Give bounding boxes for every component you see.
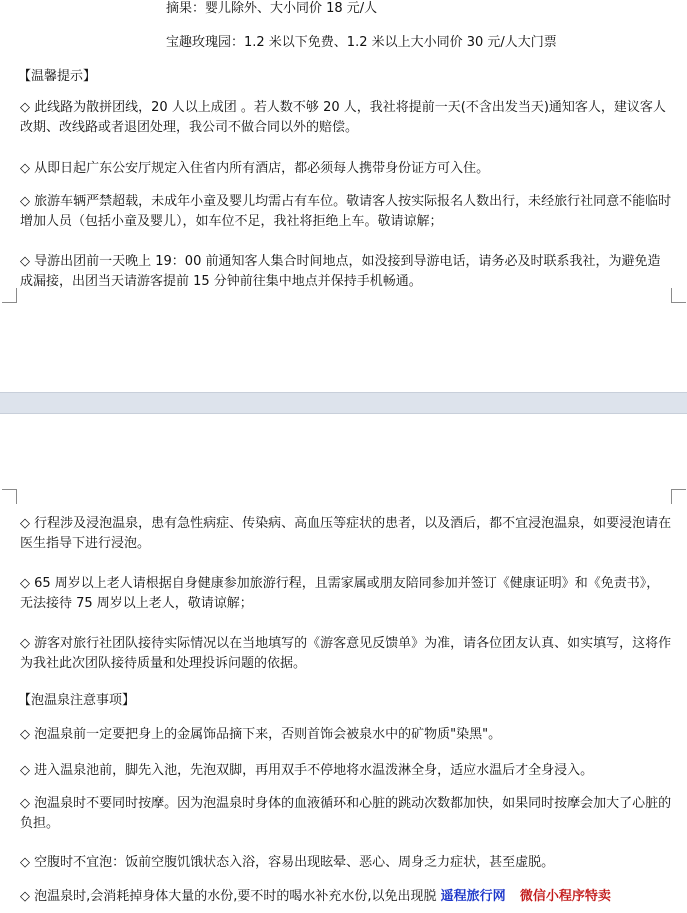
page-corner-mark — [2, 288, 17, 303]
tip-vehicle: ◇ 旅游车辆严禁超载，未成年小童及婴儿均需占有车位。敬请客人按实际报名人数出行，未经旅行社同意不能临时增加人员（包括小童及婴儿），如车位不足，我社将拒绝上车。敬请谅解； — [20, 194, 672, 229]
tip-senior-travelers: ◇ 65 周岁以上老人请根据自身健康参加旅游行程，且需家属或朋友陪同参加并签订《健康证明》和《免责书》，无法接待 75 周岁以上老人，敬请谅解； — [20, 576, 660, 611]
hotspring-tip-hydration: ◇ 泡温泉时,会消耗掉身体大量的水份,要不时的喝水补充水份,以免出现脱 — [20, 889, 437, 904]
hotspring-tip-massage: ◇ 泡温泉时不要同时按摩。因为泡温泉时身体的血液循环和心脏的跳动次数都加快，如果同时按摩会加大了心脏的负担。 — [20, 796, 672, 831]
tip-guide-contact: ◇ 导游出团前一天晚上 19：00 前通知客人集合时间地点，如没接到导游电话，请务必及时联系我社，为避免造成漏接，出团当天请游客提前 15 分钟前往集中地点并保持手机畅通。 — [20, 254, 661, 289]
document-page-1 — [0, 0, 687, 392]
page-corner-mark — [2, 489, 17, 504]
tip-group-tour: ◇ 此线路为散拼团线，20 人以上成团 。若人数不够 20 人，我社将提前一天(不含出发当天)通知客人，建议客人改期、改线路或者退团处理，我公司不做合同以外的赔偿。 — [20, 100, 666, 135]
page-corner-mark — [671, 489, 686, 504]
hotspring-tip-empty-stomach: ◇ 空腹时不宜泡：饭前空腹饥饿状态入浴，容易出现眩晕、恶心、周身乏力症状，甚至虚脱。 — [20, 855, 555, 870]
document-page-2 — [0, 414, 687, 913]
mini-program-watermark: 微信小程序特卖 — [519, 889, 611, 904]
hotspring-tip-hydration-row — [20, 888, 680, 906]
tip-feedback-form: ◇ 游客对旅行社团队接待实际情况以在当地填写的《游客意见反馈单》为准，请各位团友认真、如实填写，这将作为我社此次团队接待质量和处理投诉问题的依据。 — [20, 636, 672, 671]
hotspring-tip-metal: ◇ 泡温泉前一定要把身上的金属饰品摘下来，否则首饰会被泉水中的矿物质"染黑"。 — [20, 727, 502, 742]
page-separator — [0, 392, 687, 414]
tip-id-card: ◇ 从即日起广东公安厅规定入住省内所有酒店，都必须每人携带身份证方可入住。 — [20, 161, 490, 176]
site-watermark: 遥程旅行网 — [440, 889, 506, 904]
page-corner-mark — [671, 288, 686, 303]
tip-hot-spring-health: ◇ 行程涉及浸泡温泉，患有急性病症、传染病、高血压等症状的患者，以及酒后，都不宜浸泡温泉，如要浸泡请在医生指导下进行浸泡。 — [20, 516, 672, 551]
meal-price-note: 摘果：婴儿除外、大小同价 18 元/人 — [166, 1, 378, 16]
tips-heading: 【温馨提示】 — [18, 69, 97, 84]
hotspring-tip-entering: ◇ 进入温泉池前，脚先入池，先泡双脚，再用双手不停地将水温泼淋全身，适应水温后才全身浸入。 — [20, 763, 594, 778]
rose-garden-price-note: 宝趣玫瑰园：1.2 米以下免费、1.2 米以上大小同价 30 元/人大门票 — [166, 35, 557, 50]
hot-spring-heading: 【泡温泉注意事项】 — [18, 693, 136, 708]
